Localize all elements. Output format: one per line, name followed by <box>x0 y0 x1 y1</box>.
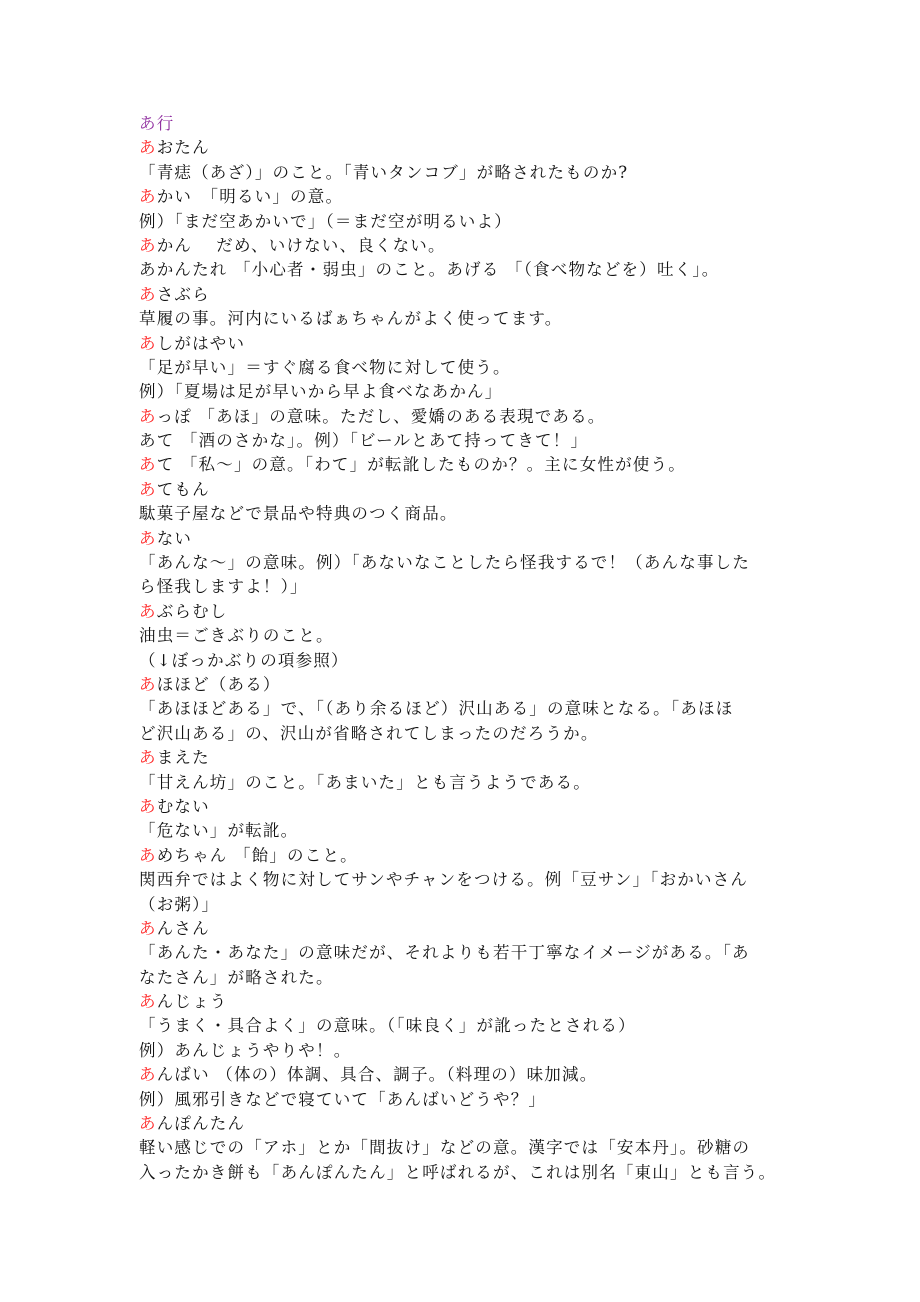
entry-initial: あ <box>139 1065 157 1085</box>
entry-initial: あ <box>139 138 157 158</box>
section-title: あ行 <box>139 114 175 133</box>
entry-text-line <box>139 1039 789 1063</box>
entry-text: 例）風邪引きなどで寝ていて「あんばいどうや？」 <box>139 1089 547 1109</box>
entry-headword-line <box>139 1063 789 1087</box>
entry-initial: あ <box>139 845 157 865</box>
entry-initial: あ <box>139 1114 157 1134</box>
entry-text: むない <box>156 796 210 816</box>
entry-text-line <box>139 649 789 673</box>
entry-initial: あ <box>139 601 157 621</box>
entry-headword-line <box>139 453 789 477</box>
entry-text-line <box>139 966 789 990</box>
entry-headword-line <box>139 527 789 551</box>
entry-text: 「危ない」が転訛。 <box>139 821 299 841</box>
entry-text: ぶらむし <box>156 601 228 621</box>
entry-initial: あ <box>139 796 157 816</box>
entry-text: （↓ぼっかぶりの項参照） <box>139 650 349 670</box>
entry-text: 「あほほどある」で、「（あり余るほど）沢山ある」の意味となる。「あほほ <box>139 699 734 719</box>
entry-headword-line <box>139 673 789 697</box>
entry-text-line <box>139 502 789 526</box>
entry-initial: あ <box>139 918 157 938</box>
entry-text-line <box>139 429 789 453</box>
entry-text: あて 「酒のさかな」。例）「ビールとあて持ってきて！」 <box>139 431 589 451</box>
entry-text: かい 「明るい」の意。 <box>156 187 344 207</box>
entry-text-line <box>139 1014 789 1038</box>
entry-text: おたん <box>156 138 210 158</box>
entry-text: 油虫＝ごきぶりのこと。 <box>139 626 334 646</box>
entry-text: ら怪我しますよ！）」 <box>139 577 308 597</box>
entry-text-line <box>139 624 789 648</box>
entry-initial: あ <box>139 748 157 768</box>
entry-headword-line <box>139 136 789 160</box>
entry-headword-line <box>139 332 789 356</box>
entry-text: んさん <box>156 918 210 938</box>
entry-text: っぽ 「あほ」の意味。ただし、愛嬌のある表現である。 <box>156 406 606 426</box>
entry-initial: あ <box>139 992 157 1012</box>
entry-text-line <box>139 819 789 843</box>
entry-text: 例）「まだ空あかいで」（＝まだ空が明るいよ） <box>139 211 512 231</box>
entry-text: あかんたれ 「小心者・弱虫」のこと。あげる 「（食べ物などを）吐く」。 <box>139 260 720 280</box>
entry-initial: あ <box>139 479 157 499</box>
entry-initial: あ <box>139 528 157 548</box>
entry-headword-line <box>139 478 789 502</box>
entry-text-line <box>139 258 789 282</box>
entry-text-line <box>139 771 789 795</box>
entry-initial: あ <box>139 284 157 304</box>
entry-text: めちゃん 「飴」のこと。 <box>156 845 358 865</box>
entry-text-line <box>139 1161 789 1185</box>
entry-initial: あ <box>139 455 157 475</box>
entry-headword-line <box>139 746 789 770</box>
entry-text-line <box>139 161 789 185</box>
entry-text-line <box>139 1136 789 1160</box>
entry-text: 「足が早い」＝すぐ腐る食べ物に対して使う。 <box>139 357 511 377</box>
entry-text-line <box>139 868 789 892</box>
entry-headword-line <box>139 234 789 258</box>
entry-text: んぽんたん <box>156 1114 246 1134</box>
entry-text: さぶら <box>156 284 210 304</box>
entry-headword-line <box>139 1112 789 1136</box>
entry-text: んじょう <box>156 992 228 1012</box>
entry-text: （お粥）」 <box>139 894 220 914</box>
entry-text: ない <box>156 528 193 548</box>
entry-text-line <box>139 575 789 599</box>
entry-headword-line <box>139 990 789 1014</box>
entry-text: 「あんた・あなた」の意味だが、それよりも若干丁寧なイメージがある。「あ <box>139 943 750 963</box>
entry-text-line <box>139 697 789 721</box>
entry-text: 「あんな〜」の意味。例）「あないなことしたら怪我するで！（あんな事した <box>139 553 751 573</box>
entry-text: しがはやい <box>156 333 246 353</box>
entry-text-line <box>139 307 789 331</box>
entry-text: 例）あんじょうやりや！。 <box>139 1040 352 1060</box>
entry-headword-line <box>139 405 789 429</box>
entry-text-line <box>139 722 789 746</box>
entry-text: 「うまく・具合よく」の意味。（「味良く」が訛ったとされる） <box>139 1016 636 1036</box>
entry-initial: あ <box>139 406 157 426</box>
entry-text: 「青痣（あざ）」のこと。「青いタンコブ」が略されたものか? <box>139 162 629 182</box>
entry-headword-line <box>139 600 789 624</box>
entry-headword-line <box>139 283 789 307</box>
entry-initial: あ <box>139 235 157 255</box>
entry-headword-line <box>139 917 789 941</box>
entry-text: 軽い感じでの「アホ」とか「間抜け」などの意。漢字では「安本丹」。砂糖の <box>139 1138 751 1158</box>
entry-text-line <box>139 941 789 965</box>
entry-text-line <box>139 356 789 380</box>
entry-initial: あ <box>139 333 157 353</box>
entry-headword-line <box>139 795 789 819</box>
entry-text: 「甘えん坊」のこと。「あまいた」とも言うようである。 <box>139 772 591 792</box>
entry-headword-line <box>139 844 789 868</box>
entry-text-line <box>139 893 789 917</box>
entry-headword-line <box>139 185 789 209</box>
entry-text-line <box>139 380 789 404</box>
entry-text: 草履の事。河内にいるばぁちゃんがよく使ってます。 <box>139 309 563 329</box>
entry-text-line <box>139 210 789 234</box>
entry-text: まえた <box>156 748 210 768</box>
entry-text: てもん <box>156 479 210 499</box>
entry-list <box>139 136 789 1185</box>
entry-text: なたさん」が略された。 <box>139 967 334 987</box>
entry-initial: あ <box>139 187 157 207</box>
entry-initial: あ <box>139 674 157 694</box>
entry-text-line <box>139 551 789 575</box>
entry-text: 例）「夏場は足が早いから早よ食べなあかん」 <box>139 382 503 402</box>
entry-text: ど沢山ある」の、沢山が省略されてしまったのだろうか。 <box>139 723 599 743</box>
entry-text: て 「私〜」の意。「わて」が転訛したものか？。主に女性が使う。 <box>156 455 686 475</box>
entry-text: ほほど（ある） <box>156 674 281 694</box>
document-page <box>139 112 789 1185</box>
entry-text: 関西弁ではよく物に対してサンやチャンをつける。例「豆サン」「おかいさん <box>139 870 749 890</box>
entry-text: 駄菓子屋などで景品や特典のつく商品。 <box>139 504 458 524</box>
entry-text-line <box>139 1088 789 1112</box>
entry-text: んばい （体の）体調、具合、調子。（料理の）味加減。 <box>156 1065 598 1085</box>
entry-text: 入ったかき餅も「あんぽんたん」と呼ばれるが、これは別名「東山」とも言う。 <box>139 1162 777 1182</box>
entry-text: かん だめ、いけない、良くない。 <box>156 235 446 255</box>
